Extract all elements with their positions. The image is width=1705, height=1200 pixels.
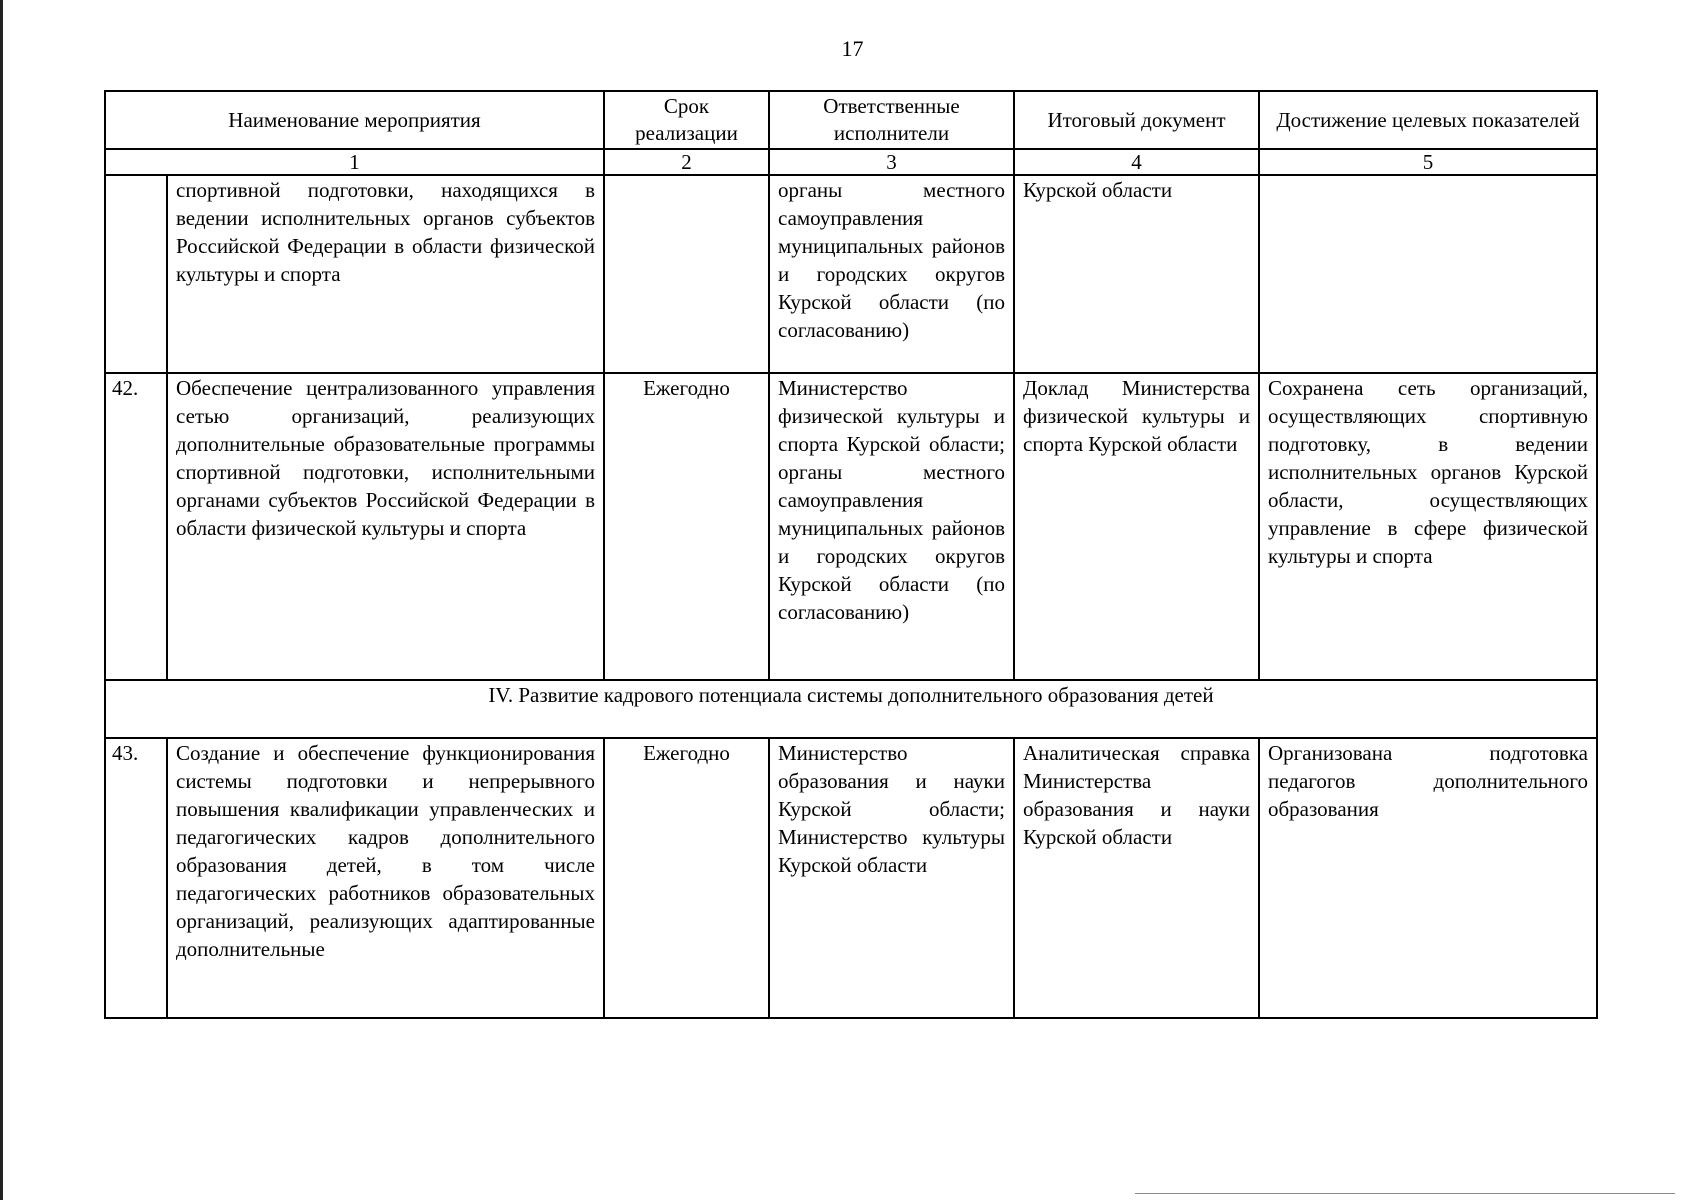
section-row [105, 680, 1597, 738]
term: Ежегодно [604, 738, 769, 1018]
table-row [105, 738, 1597, 1018]
target-achievement [1259, 175, 1597, 373]
executors: Министерство физической культуры и спорта Курской области; органы местного самоуправления муниципальных районов и городских округов Курской области (по согласованию) [769, 373, 1014, 680]
column-number: 1 [105, 149, 604, 175]
header-executors: Ответственные исполнители [769, 91, 1014, 149]
header-document: Итоговый документ [1014, 91, 1259, 149]
final-document: Доклад Министерства физической культуры и спорта Курской области [1014, 373, 1259, 680]
target-achievement: Сохранена сеть организаций, осуществляющих спортивную подготовку, в ведении исполнительных органов Курской области, осуществляющих управление в сфере физической культуры и спорта [1259, 373, 1597, 680]
final-document: Аналитическая справка Министерства образования и науки Курской области [1014, 738, 1259, 1018]
term: Ежегодно [604, 373, 769, 680]
executors: Министерство образования и науки Курской области; Министерство культуры Курской области [769, 738, 1014, 1018]
column-number: 3 [769, 149, 1014, 175]
table-header-row [105, 91, 1597, 149]
term [604, 175, 769, 373]
row-number: 42. [105, 373, 167, 680]
activity-name: Создание и обеспечение функционирования системы подготовки и непрерывного повышения квалификации управленческих и педагогических кадров дополнительного образования детей, в том числе педагогических работников образовательных организаций, реализующих адаптированные дополнительные [167, 738, 604, 1018]
table-row [105, 373, 1597, 680]
header-term: Срок реализации [604, 91, 769, 149]
header-target: Достижение целевых показателей [1259, 91, 1597, 149]
activity-name: спортивной подготовки, находящихся в ведении исполнительных органов субъектов Российской Федерации в области физической культуры и спорта [167, 175, 604, 373]
scan-artifact-line [1135, 1193, 1675, 1194]
table-row [105, 175, 1597, 373]
column-number: 4 [1014, 149, 1259, 175]
row-number [105, 175, 167, 373]
row-number: 43. [105, 738, 167, 1018]
activity-name: Обеспечение централизованного управления сетью организаций, реализующих дополнительные образовательные программы спортивной подготовки, исполнительными органами субъектов Российской Федерации в области физической культуры и спорта [167, 373, 604, 680]
final-document: Курской области [1014, 175, 1259, 373]
action-plan-table [104, 90, 1598, 1019]
header-name: Наименование мероприятия [105, 91, 604, 149]
section-title: IV. Развитие кадрового потенциала системы дополнительного образования детей [105, 680, 1597, 738]
column-number: 5 [1259, 149, 1597, 175]
page-number: 17 [841, 36, 864, 61]
executors: органы местного самоуправления муниципальных районов и городских округов Курской области (по согласованию) [769, 175, 1014, 373]
column-number: 2 [604, 149, 769, 175]
column-number-row [105, 149, 1597, 175]
target-achievement: Организована подготовка педагогов дополнительного образования [1259, 738, 1597, 1018]
scan-edge [0, 0, 3, 1200]
